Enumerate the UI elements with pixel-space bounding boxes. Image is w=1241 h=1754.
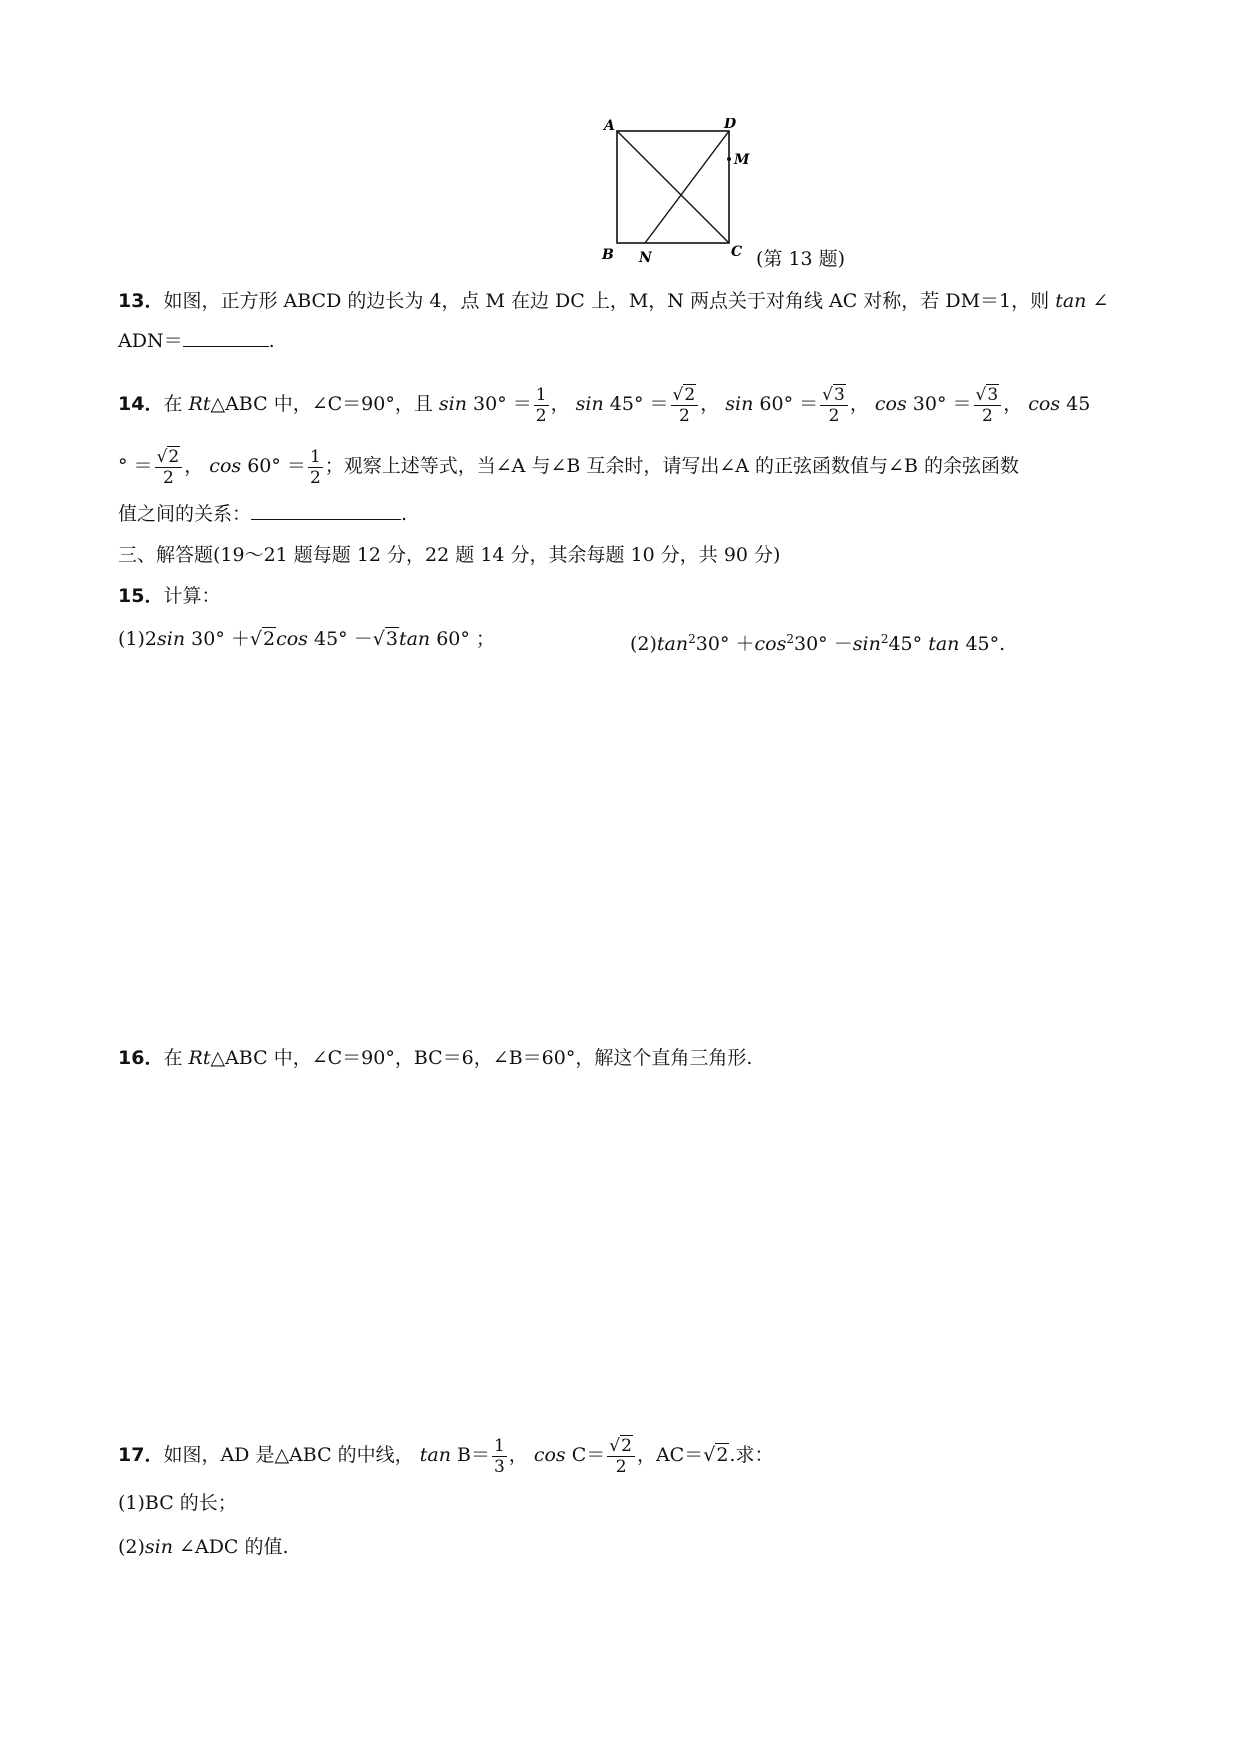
comma: ，: [184, 455, 204, 477]
frac-den: 3: [493, 1456, 505, 1477]
radical-sign: √: [703, 1444, 716, 1466]
superscript: 2: [786, 632, 794, 646]
q17-text: 如图，AD 是△ABC 的中线，: [163, 1444, 414, 1466]
frac-den: 2: [162, 467, 174, 488]
frac-num: 1: [493, 1435, 505, 1456]
q14-eq: ＝: [799, 393, 819, 415]
frac-num: [974, 385, 1002, 406]
q14-eq: ＝: [286, 455, 306, 477]
q13-period: .: [268, 330, 275, 352]
q15-a45c: 45°: [965, 633, 1000, 655]
sqrt: [157, 447, 181, 467]
radical-sign: √: [372, 628, 385, 650]
q13-text: 如图，正方形 ABCD 的边长为 4，点 M 在边 DC 上，M，N 两点关于对角线 AC 对称，若 DM＝1，则: [163, 290, 1050, 312]
q14-line2: [118, 444, 1019, 488]
sqrt: [822, 385, 846, 405]
sqrt-arg: 3: [833, 384, 845, 405]
q16-text: △ABC 中，∠C＝90°，BC＝6，∠B＝60°，解这个直角三角形.: [210, 1047, 753, 1069]
q17-cos: cos: [533, 1444, 566, 1466]
q13-angle: ∠: [1092, 290, 1109, 312]
frac-num: [671, 385, 699, 406]
q14-frac-half-b: [308, 447, 323, 488]
q15-a45: 45°: [313, 628, 348, 650]
comma: ，: [700, 393, 720, 415]
sqrt-arg: 2: [263, 628, 276, 650]
label-m: M: [734, 152, 750, 168]
q14-number: 14．: [118, 393, 164, 415]
q14-cos30-angle: 30°: [912, 393, 947, 415]
q17-tan: tan: [419, 1444, 451, 1466]
sqrt: [373, 624, 399, 654]
radical-sign: √: [975, 384, 987, 405]
q14-text-triangle: △ABC 中，∠C＝90°，且: [210, 393, 433, 415]
q17-p2-text: ∠ADC 的值.: [179, 1536, 289, 1558]
sqrt-arg: 2: [621, 1435, 632, 1456]
q14-sin45-fn: sin: [575, 393, 604, 415]
plus: ＋: [735, 633, 755, 655]
q14-line1: [118, 382, 1090, 426]
frac-num: [820, 385, 848, 406]
figure-13-caption: (第 13 题): [756, 248, 846, 270]
frac-den: 2: [828, 405, 840, 426]
q17-ac-eq: ，AC＝: [636, 1444, 704, 1466]
sqrt: [976, 385, 1000, 405]
semicolon: ；: [475, 628, 495, 650]
sqrt: [703, 1433, 729, 1477]
q15-sin: sin: [157, 628, 186, 650]
sqrt: [609, 1436, 633, 1456]
q14-sin60-fn: sin: [725, 393, 754, 415]
radical-sign: √: [672, 384, 684, 405]
q14-eq: ＝: [133, 455, 153, 477]
q15-a30: 30°: [191, 628, 225, 650]
q13-line2: [118, 326, 275, 356]
q15-tan2: tan: [656, 633, 689, 655]
q15-tan: tan: [398, 628, 431, 650]
section-3-heading: 三、解答题(19～21 题每题 12 分，22 题 14 分，其余每题 10 分，共 90 分): [118, 544, 781, 566]
q17-number: 17．: [118, 1444, 164, 1466]
q17-find: .求：: [729, 1444, 774, 1466]
q14-cos60-fn: cos: [209, 455, 242, 477]
sqrt-arg: 2: [716, 1444, 729, 1466]
q15-sin2: sin: [852, 633, 881, 655]
q14-cos45-fn: cos: [1028, 393, 1061, 415]
q17-part1: (1)BC 的长；: [118, 1492, 237, 1514]
minus: －: [833, 633, 853, 655]
period: .: [999, 633, 1006, 655]
q14-frac-sqrt2-over-2: [671, 385, 699, 426]
q15-cos: cos: [276, 628, 308, 650]
frac-den: 2: [535, 405, 547, 426]
q14-sin60-angle: 60°: [759, 393, 794, 415]
radical-sign: √: [249, 628, 262, 650]
q15-part2: [630, 624, 1005, 659]
comma: ，: [1003, 393, 1023, 415]
q17-line1: [118, 1433, 773, 1477]
frac-den: 2: [981, 405, 993, 426]
q15-a30b: 30°: [695, 633, 730, 655]
sqrt-arg: 3: [987, 384, 999, 405]
diagonal-ac: [617, 131, 729, 243]
q17-frac-one-third: [492, 1436, 507, 1477]
minus: －: [353, 628, 373, 650]
q13-adn: ADN＝: [118, 330, 183, 352]
q15-part1: [118, 624, 495, 654]
q17-sin: sin: [144, 1536, 173, 1558]
q15-a60: 60°: [436, 628, 470, 650]
q14-answer-blank[interactable]: [251, 501, 401, 520]
q15-title-line: [118, 581, 220, 611]
frac-num: [607, 1436, 635, 1457]
sqrt-arg: 2: [684, 384, 696, 405]
q15-a30c: 30°: [794, 633, 828, 655]
q14-sin30-fn: sin: [438, 393, 467, 415]
label-b: B: [602, 247, 614, 263]
q14-text-observe: ；观察上述等式，当∠A 与∠B 互余时，请写出∠A 的正弦函数值与∠B 的余弦函数: [324, 455, 1019, 477]
frac-num: [155, 447, 183, 468]
q14-rt: Rt: [188, 393, 211, 415]
q16-rt: Rt: [188, 1047, 211, 1069]
q14-eq: ＝: [952, 393, 972, 415]
figure-13-square-diagram: [600, 118, 750, 268]
q13-tan: tan: [1055, 290, 1087, 312]
q17-tanb-eq: B＝: [456, 1444, 490, 1466]
q14-period: .: [401, 503, 408, 525]
frac-num: 1: [535, 384, 547, 405]
sqrt-arg: 2: [168, 446, 180, 467]
q14-frac-half: [534, 385, 549, 426]
comma: ，: [550, 393, 570, 415]
q17-part2: [118, 1532, 289, 1562]
q14-degree: °: [118, 455, 128, 477]
q17-cosc-eq: C＝: [571, 1444, 606, 1466]
superscript: 2: [688, 632, 696, 646]
frac-num: 1: [309, 446, 321, 467]
comma: ，: [508, 1444, 528, 1466]
frac-den: 2: [615, 1456, 627, 1477]
q15-number: 15．: [118, 585, 164, 607]
q13-answer-blank[interactable]: [183, 328, 269, 347]
q15-tan3: tan: [928, 633, 960, 655]
frac-den: 2: [309, 467, 321, 488]
label-a: A: [604, 118, 615, 134]
label-n: N: [639, 250, 652, 266]
q14-text-in: 在: [163, 393, 183, 415]
sqrt-arg: 3: [385, 628, 398, 650]
superscript: 2: [880, 632, 889, 646]
q16-number: 16．: [118, 1047, 164, 1069]
segment-dn: [645, 131, 729, 243]
q14-eq: ＝: [649, 393, 669, 415]
q14-frac-sqrt3-over-2b: [974, 385, 1002, 426]
q15-p1-label: (1)2: [118, 628, 158, 650]
comma: ，: [849, 393, 869, 415]
q13-line1: [118, 286, 1108, 316]
q14-eq: ＝: [512, 393, 532, 415]
q15-a45b: 45°: [888, 633, 923, 655]
q14-frac-sqrt2-over-2b: [155, 447, 183, 488]
radical-sign: √: [156, 446, 168, 467]
q16-text-in: 在: [163, 1047, 183, 1069]
label-c: C: [731, 244, 743, 260]
q14-sin45-angle: 45°: [609, 393, 644, 415]
q15-title: 计算：: [163, 585, 221, 607]
q15-p2-label: (2): [630, 633, 657, 655]
q14-sin30-angle: 30°: [473, 393, 507, 415]
radical-sign: √: [822, 384, 833, 405]
q14-cos30-fn: cos: [874, 393, 907, 415]
sqrt: [250, 624, 276, 654]
plus: ＋: [230, 628, 250, 650]
radical-sign: √: [609, 1435, 621, 1456]
frac-den: 2: [678, 405, 690, 426]
q14-frac-sqrt3-over-2: [820, 385, 848, 426]
q17-frac-sqrt2-over-2: [607, 1436, 635, 1477]
q14-cos60-angle: 60°: [247, 455, 281, 477]
q14-line3: [118, 499, 407, 529]
q16-line: [118, 1043, 752, 1073]
q14-cos45-angle: 45: [1066, 393, 1091, 415]
sqrt: [673, 385, 697, 405]
q13-number: 13．: [118, 290, 164, 312]
q14-text-relation: 值之间的关系：: [118, 503, 252, 525]
q15-cos2: cos: [754, 633, 787, 655]
label-d: D: [724, 118, 737, 132]
q17-p2-label: (2): [118, 1536, 145, 1558]
point-m: [727, 157, 731, 161]
